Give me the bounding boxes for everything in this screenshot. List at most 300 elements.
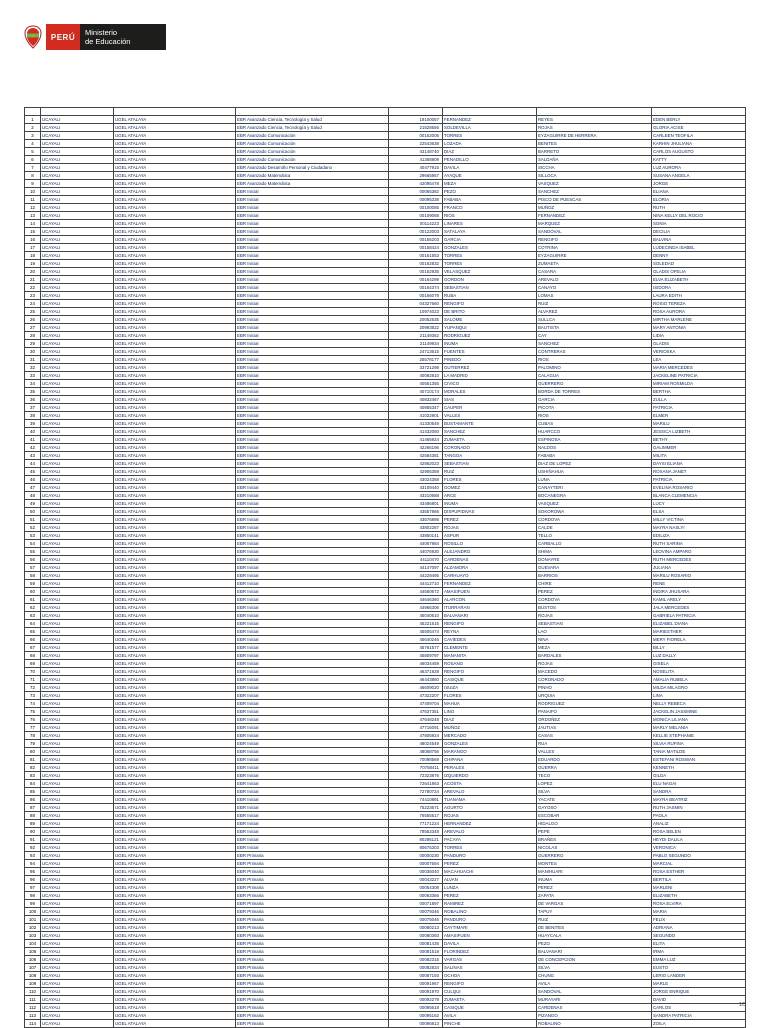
ugel-cell: UGEL ATALAYA: [114, 380, 236, 388]
row-number: 29: [25, 340, 41, 348]
maternal-surname-cell: CORDOVA: [537, 596, 652, 604]
maternal-surname-cell: NINA: [537, 636, 652, 644]
level-cell: EBR Inicial: [236, 388, 389, 396]
paternal-surname-cell: ALVAN: [443, 876, 537, 884]
table-row: [25, 580, 746, 588]
dni-cell: 00162832: [389, 260, 443, 268]
dni-cell: 43802287: [389, 524, 443, 532]
row-number: 78: [25, 732, 41, 740]
given-names-cell: GLADIS: [652, 340, 746, 348]
region-cell: UCAYALI: [41, 180, 114, 188]
maternal-surname-cell: DONAYRE: [537, 556, 652, 564]
maternal-surname-cell: SANCHEZ: [537, 188, 652, 196]
region-cell: UCAYALI: [41, 460, 114, 468]
maternal-surname-cell: TECO: [537, 772, 652, 780]
ugel-cell: UGEL ATALAYA: [114, 140, 236, 148]
dni-cell: 21149362: [389, 332, 443, 340]
level-cell: EBR Inicial: [236, 244, 389, 252]
region-cell: UCAYALI: [41, 500, 114, 508]
given-names-cell: LUZ AURORA: [652, 164, 746, 172]
dni-cell: 44966306: [389, 604, 443, 612]
given-names-cell: MARLE: [652, 980, 746, 988]
row-number: 105: [25, 948, 41, 956]
ugel-cell: UGEL ATALAYA: [114, 796, 236, 804]
ugel-cell: UGEL ATALAYA: [114, 532, 236, 540]
given-names-cell: LUDECINDA ISABEL: [652, 244, 746, 252]
dni-cell: 43576895: [389, 516, 443, 524]
ugel-cell: UGEL ATALAYA: [114, 284, 236, 292]
level-cell: EBR Inicial: [236, 716, 389, 724]
table-row: [25, 956, 746, 964]
region-cell: UCAYALI: [41, 492, 114, 500]
maternal-surname-cell: CHIRE: [537, 580, 652, 588]
maternal-surname-cell: GUERRERO: [537, 380, 652, 388]
table-row: [25, 148, 746, 156]
level-cell: EBR Inicial: [236, 500, 389, 508]
ministry-line-2: de Educación: [85, 37, 131, 46]
level-cell: EBR Inicial: [236, 396, 389, 404]
ministry-logo: [20, 24, 166, 50]
given-names-cell: VERONICA: [652, 844, 746, 852]
maternal-surname-cell: BUSTOS: [537, 604, 652, 612]
level-cell: EBR Inicial: [236, 420, 389, 428]
row-number: 91: [25, 836, 41, 844]
level-cell: EBR Inicial: [236, 756, 389, 764]
table-row: [25, 804, 746, 812]
level-cell: EBR Inicial: [236, 300, 389, 308]
region-cell: UCAYALI: [41, 116, 114, 124]
dni-cell: 44110470: [389, 556, 443, 564]
dni-cell: 42862023: [389, 460, 443, 468]
maternal-surname-cell: REYES: [537, 116, 652, 124]
region-cell: UCAYALI: [41, 1004, 114, 1012]
table-row: [25, 556, 746, 564]
dni-cell: 72780724: [389, 788, 443, 796]
dni-cell: 44076930: [389, 548, 443, 556]
row-number: 14: [25, 220, 41, 228]
dni-cell: 75223671: [389, 804, 443, 812]
maternal-surname-cell: MACEDO: [537, 668, 652, 676]
given-names-cell: DAYSI ELIANA: [652, 460, 746, 468]
ugel-cell: UGEL ATALAYA: [114, 388, 236, 396]
paternal-surname-cell: ALARCON: [443, 596, 537, 604]
region-cell: UCAYALI: [41, 388, 114, 396]
region-cell: UCAYALI: [41, 196, 114, 204]
paternal-surname-cell: DIAZ: [443, 148, 537, 156]
ugel-cell: UGEL ATALAYA: [114, 340, 236, 348]
row-number: 49: [25, 500, 41, 508]
level-cell: EBR Avanzado Ciencia, Tecnología y Salud: [236, 124, 389, 132]
region-cell: UCAYALI: [41, 516, 114, 524]
paternal-surname-cell: LA MADRID: [443, 372, 537, 380]
level-cell: EBR Inicial: [236, 628, 389, 636]
row-number: 15: [25, 228, 41, 236]
region-cell: UCAYALI: [41, 436, 114, 444]
dni-cell: 25578177: [389, 356, 443, 364]
ugel-cell: UGEL ATALAYA: [114, 476, 236, 484]
paternal-surname-cell: GONZALES: [443, 740, 537, 748]
row-number: 47: [25, 484, 41, 492]
row-number: 63: [25, 612, 41, 620]
given-names-cell: MARLENI: [652, 884, 746, 892]
ugel-cell: UGEL ATALAYA: [114, 628, 236, 636]
paternal-surname-cell: VELASQUEZ: [443, 268, 537, 276]
paternal-surname-cell: DAVILA: [443, 940, 537, 948]
level-cell: EBR Inicial: [236, 684, 389, 692]
region-cell: UCAYALI: [41, 172, 114, 180]
maternal-surname-cell: BRAÑES: [537, 836, 652, 844]
paternal-surname-cell: PINCHE: [443, 1020, 537, 1028]
given-names-cell: INDIRA JHUSARA: [652, 588, 746, 596]
region-cell: UCAYALI: [41, 876, 114, 884]
column-header: [25, 108, 41, 116]
ugel-cell: UGEL ATALAYA: [114, 460, 236, 468]
dni-cell: 46609020: [389, 684, 443, 692]
ugel-cell: UGEL ATALAYA: [114, 948, 236, 956]
paternal-surname-cell: ROSANO: [443, 660, 537, 668]
given-names-cell: GLADIS OFELIA: [652, 268, 746, 276]
ugel-cell: UGEL ATALAYA: [114, 1004, 236, 1012]
paternal-surname-cell: YUPANQUI: [443, 324, 537, 332]
ugel-cell: UGEL ATALAYA: [114, 508, 236, 516]
row-number: 104: [25, 940, 41, 948]
maternal-surname-cell: BARDALES: [537, 652, 652, 660]
region-cell: UCAYALI: [41, 932, 114, 940]
row-number: 102: [25, 924, 41, 932]
ugel-cell: UGEL ATALAYA: [114, 548, 236, 556]
paternal-surname-cell: FLORES: [443, 692, 537, 700]
country-label: PERÚ: [46, 24, 80, 50]
ugel-cell: UGEL ATALAYA: [114, 636, 236, 644]
paternal-surname-cell: INUMA: [443, 500, 537, 508]
table-row: [25, 948, 746, 956]
region-cell: UCAYALI: [41, 380, 114, 388]
region-cell: UCAYALI: [41, 148, 114, 156]
maternal-surname-cell: CANAYTERI: [537, 484, 652, 492]
given-names-cell: ROSA BELEN: [652, 828, 746, 836]
region-cell: UCAYALI: [41, 948, 114, 956]
table-row: [25, 700, 746, 708]
dni-cell: 20993822: [389, 324, 443, 332]
row-number: 74: [25, 700, 41, 708]
paternal-surname-cell: AREVALO: [443, 828, 537, 836]
given-names-cell: MARILU ROSARIO: [652, 572, 746, 580]
paternal-surname-cell: PEREZ: [443, 860, 537, 868]
table-row: [25, 300, 746, 308]
region-cell: UCAYALI: [41, 772, 114, 780]
row-number: 9: [25, 180, 41, 188]
region-cell: UCAYALI: [41, 244, 114, 252]
paternal-surname-cell: PEZO: [443, 188, 537, 196]
paternal-surname-cell: GORDON: [443, 276, 537, 284]
paternal-surname-cell: ROBALINO: [443, 908, 537, 916]
level-cell: EBR Inicial: [236, 444, 389, 452]
table-row: [25, 740, 746, 748]
table-row: [25, 364, 746, 372]
paternal-surname-cell: GUTIERREZ: [443, 364, 537, 372]
table-row: [25, 884, 746, 892]
maternal-surname-cell: DE BENITES: [537, 924, 652, 932]
maternal-surname-cell: ORDOÑEZ: [537, 716, 652, 724]
level-cell: EBR Inicial: [236, 196, 389, 204]
dni-cell: 41368809: [389, 156, 443, 164]
given-names-cell: NINA KELLY DEL ROCIO: [652, 212, 746, 220]
paternal-surname-cell: FUENTES: [443, 348, 537, 356]
ugel-cell: UGEL ATALAYA: [114, 996, 236, 1004]
given-names-cell: ROXANA JANET: [652, 468, 746, 476]
level-cell: EBR Inicial: [236, 708, 389, 716]
ugel-cell: UGEL ATALAYA: [114, 572, 236, 580]
dni-cell: 43109440: [389, 484, 443, 492]
dni-cell: 00043227: [389, 876, 443, 884]
paternal-surname-cell: SALOME: [443, 316, 537, 324]
paternal-surname-cell: GOMEZ: [443, 484, 537, 492]
ugel-cell: UGEL ATALAYA: [114, 780, 236, 788]
region-cell: UCAYALI: [41, 684, 114, 692]
maternal-surname-cell: MONTES: [537, 860, 652, 868]
row-number: 3: [25, 132, 41, 140]
given-names-cell: CARLOS: [652, 1004, 746, 1012]
maternal-surname-cell: ROBALINO: [537, 1020, 652, 1028]
maternal-surname-cell: LOMAS: [537, 292, 652, 300]
table-row: [25, 932, 746, 940]
given-names-cell: BLANCA CLEMENCIA: [652, 492, 746, 500]
dni-cell: 70758411: [389, 764, 443, 772]
region-cell: UCAYALI: [41, 316, 114, 324]
given-names-cell: PATRICIA: [652, 404, 746, 412]
level-cell: EBR Inicial: [236, 452, 389, 460]
given-names-cell: ELMER: [652, 412, 746, 420]
region-cell: UCAYALI: [41, 652, 114, 660]
given-names-cell: SONIA: [652, 220, 746, 228]
given-names-cell: ESTEFANI ROSWAN: [652, 756, 746, 764]
region-cell: UCAYALI: [41, 764, 114, 772]
table-row: [25, 900, 746, 908]
dni-cell: 29665957: [389, 172, 443, 180]
ugel-cell: UGEL ATALAYA: [114, 644, 236, 652]
ugel-cell: UGEL ATALAYA: [114, 700, 236, 708]
region-cell: UCAYALI: [41, 1020, 114, 1028]
dni-cell: 43148740: [389, 148, 443, 156]
maternal-surname-cell: CANAYO: [537, 284, 652, 292]
region-cell: UCAYALI: [41, 580, 114, 588]
row-number: 55: [25, 548, 41, 556]
row-number: 73: [25, 692, 41, 700]
ugel-cell: UGEL ATALAYA: [114, 156, 236, 164]
ugel-cell: UGEL ATALAYA: [114, 772, 236, 780]
paternal-surname-cell: AREVALO: [443, 788, 537, 796]
table-row: [25, 116, 746, 124]
dni-cell: 19100057: [389, 116, 443, 124]
row-number: 106: [25, 956, 41, 964]
row-number: 65: [25, 628, 41, 636]
region-cell: UCAYALI: [41, 756, 114, 764]
region-cell: UCAYALI: [41, 364, 114, 372]
row-number: 7: [25, 164, 41, 172]
level-cell: EBR Inicial: [236, 460, 389, 468]
table-row: [25, 660, 746, 668]
maternal-surname-cell: MEZA: [537, 644, 652, 652]
dni-cell: 43850141: [389, 532, 443, 540]
level-cell: EBR Inicial: [236, 804, 389, 812]
ugel-cell: UGEL ATALAYA: [114, 356, 236, 364]
given-names-cell: MARIA: [652, 908, 746, 916]
ugel-cell: UGEL ATALAYA: [114, 164, 236, 172]
dni-cell: 00158424: [389, 244, 443, 252]
dni-cell: 47648248: [389, 716, 443, 724]
level-cell: EBR Inicial: [236, 212, 389, 220]
region-cell: UCAYALI: [41, 572, 114, 580]
given-names-cell: ELITA: [652, 940, 746, 948]
ugel-cell: UGEL ATALAYA: [114, 220, 236, 228]
maternal-surname-cell: SANCHEZ: [537, 340, 652, 348]
paternal-surname-cell: PANDURO: [443, 852, 537, 860]
level-cell: EBR Inicial: [236, 356, 389, 364]
given-names-cell: MILLY VICTINA: [652, 516, 746, 524]
maternal-surname-cell: SANDOVAL: [537, 228, 652, 236]
ugel-cell: UGEL ATALAYA: [114, 804, 236, 812]
row-number: 64: [25, 620, 41, 628]
row-number: 94: [25, 860, 41, 868]
maternal-surname-cell: MARQUEZ: [537, 220, 652, 228]
level-cell: EBR Primaria: [236, 868, 389, 876]
maternal-surname-cell: DE VARGAS: [537, 900, 652, 908]
level-cell: EBR Inicial: [236, 732, 389, 740]
dni-cell: 40477915: [389, 164, 443, 172]
maternal-surname-cell: PEZO: [537, 940, 652, 948]
given-names-cell: KENNETH: [652, 764, 746, 772]
region-cell: UCAYALI: [41, 940, 114, 948]
dni-cell: 40710174: [389, 388, 443, 396]
region-cell: UCAYALI: [41, 276, 114, 284]
table-row: [25, 172, 746, 180]
maternal-surname-cell: TELLO: [537, 532, 652, 540]
paternal-surname-cell: FRANCO: [443, 204, 537, 212]
table-row: [25, 964, 746, 972]
ugel-cell: UGEL ATALAYA: [114, 292, 236, 300]
maternal-surname-cell: NICOLAS: [537, 844, 652, 852]
dni-cell: 00071897: [389, 900, 443, 908]
maternal-surname-cell: PANAIFO: [537, 708, 652, 716]
dni-cell: 00100085: [389, 204, 443, 212]
paternal-surname-cell: CAUPER: [443, 404, 537, 412]
paternal-surname-cell: MORALES: [443, 388, 537, 396]
table-row: [25, 532, 746, 540]
table-row: [25, 828, 746, 836]
paternal-surname-cell: LINO: [443, 708, 537, 716]
table-row: [25, 316, 746, 324]
dni-cell: 00091967: [389, 980, 443, 988]
maternal-surname-cell: SILVA: [537, 964, 652, 972]
level-cell: EBR Avanzado Comunicación: [236, 140, 389, 148]
row-number: 85: [25, 788, 41, 796]
level-cell: EBR Inicial: [236, 596, 389, 604]
given-names-cell: MARLY MELANIA: [652, 724, 746, 732]
paternal-surname-cell: CORONADO: [443, 444, 537, 452]
dni-cell: 10974023: [389, 308, 443, 316]
given-names-cell: JORGE: [652, 180, 746, 188]
maternal-surname-cell: CASAS: [537, 732, 652, 740]
region-cell: UCAYALI: [41, 428, 114, 436]
row-number: 80: [25, 748, 41, 756]
table-row: [25, 460, 746, 468]
given-names-cell: ELIZABETH: [652, 892, 746, 900]
row-number: 34: [25, 380, 41, 388]
dni-cell: 00114223: [389, 220, 443, 228]
given-names-cell: ROSIO TEREZA: [652, 300, 746, 308]
table-header-row: [25, 108, 746, 116]
given-names-cell: ISIDORA: [652, 284, 746, 292]
maternal-surname-cell: FABABA: [537, 452, 652, 460]
given-names-cell: BERTILA: [652, 876, 746, 884]
row-number: 109: [25, 980, 41, 988]
maternal-surname-cell: BARRIOS: [537, 572, 652, 580]
region-cell: UCAYALI: [41, 732, 114, 740]
region-cell: UCAYALI: [41, 188, 114, 196]
maternal-surname-cell: PALOMINO: [537, 364, 652, 372]
table-row: [25, 596, 746, 604]
row-number: 72: [25, 684, 41, 692]
given-names-cell: SOLEDAD: [652, 260, 746, 268]
row-number: 89: [25, 820, 41, 828]
paternal-surname-cell: MARANGO: [443, 748, 537, 756]
dni-cell: 70098569: [389, 756, 443, 764]
given-names-cell: MILDA MILAGRO: [652, 684, 746, 692]
maternal-surname-cell: SANDOVAL: [537, 988, 652, 996]
row-number: 95: [25, 868, 41, 876]
dni-cell: 47322207: [389, 692, 443, 700]
row-number: 26: [25, 316, 41, 324]
dni-cell: 42584381: [389, 452, 443, 460]
ugel-cell: UGEL ATALAYA: [114, 908, 236, 916]
region-cell: UCAYALI: [41, 660, 114, 668]
region-cell: UCAYALI: [41, 836, 114, 844]
given-names-cell: SILVIA RUFINA: [652, 740, 746, 748]
dni-cell: 42906359: [389, 468, 443, 476]
maternal-surname-cell: ESCOBAR: [537, 812, 652, 820]
dni-cell: 21149934: [389, 340, 443, 348]
dni-cell: 00122003: [389, 228, 443, 236]
level-cell: EBR Inicial: [236, 292, 389, 300]
region-cell: UCAYALI: [41, 452, 114, 460]
level-cell: EBR Primaria: [236, 964, 389, 972]
given-names-cell: ZOILA: [652, 1020, 746, 1028]
ugel-cell: UGEL ATALAYA: [114, 148, 236, 156]
level-cell: EBR Inicial: [236, 580, 389, 588]
given-names-cell: SUSANA ANGELA: [652, 172, 746, 180]
ugel-cell: UGEL ATALAYA: [114, 684, 236, 692]
region-cell: UCAYALI: [41, 612, 114, 620]
paternal-surname-cell: SIAS: [443, 396, 537, 404]
dni-cell: 43557866: [389, 508, 443, 516]
given-names-cell: CARLEEN TEOFILA: [652, 132, 746, 140]
table-row: [25, 372, 746, 380]
level-cell: EBR Inicial: [236, 204, 389, 212]
ugel-cell: UGEL ATALAYA: [114, 580, 236, 588]
level-cell: EBR Inicial: [236, 700, 389, 708]
region-cell: UCAYALI: [41, 620, 114, 628]
region-cell: UCAYALI: [41, 868, 114, 876]
given-names-cell: RUTH MERCEDES: [652, 556, 746, 564]
ugel-cell: UGEL ATALAYA: [114, 868, 236, 876]
row-number: 53: [25, 532, 41, 540]
level-cell: EBR Inicial: [236, 516, 389, 524]
dni-cell: 00092279: [389, 996, 443, 1004]
region-cell: UCAYALI: [41, 156, 114, 164]
row-number: 20: [25, 268, 41, 276]
level-cell: EBR Inicial: [236, 220, 389, 228]
coat-of-arms-icon: [20, 24, 46, 50]
